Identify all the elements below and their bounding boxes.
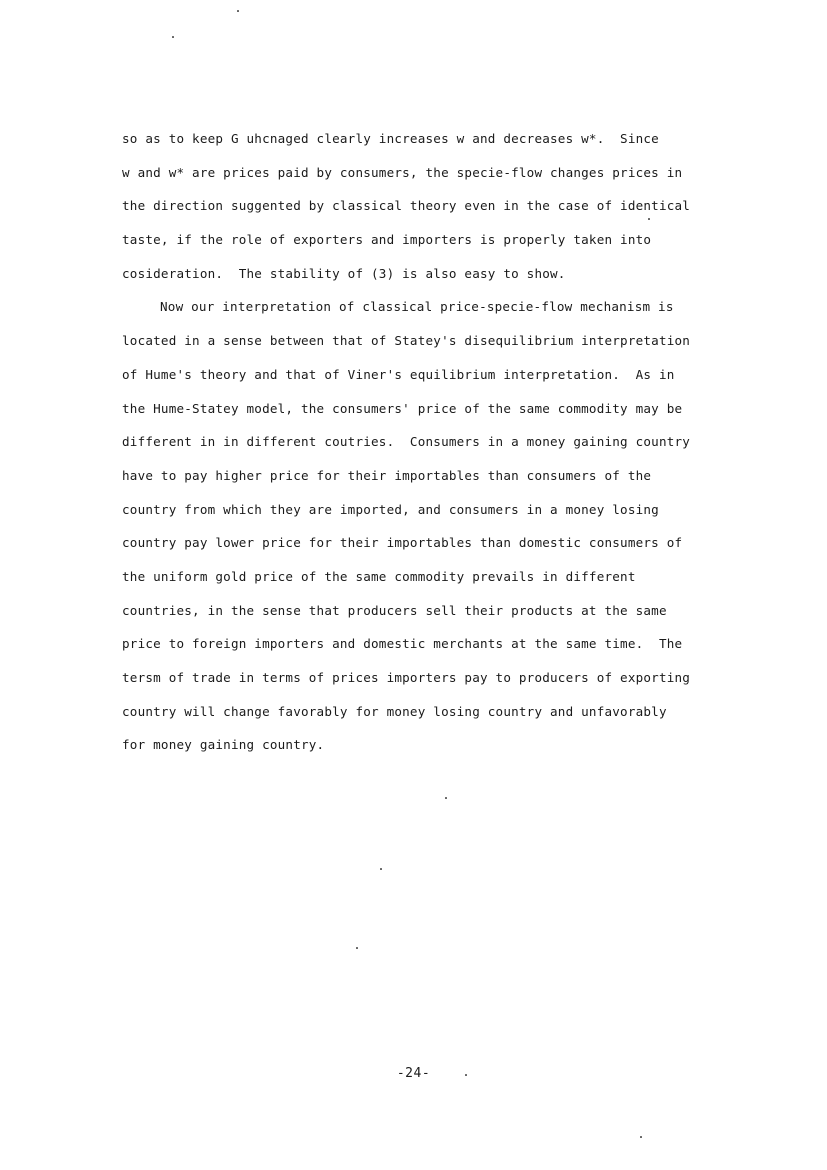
text-line: country from which they are imported, and consumers in a money losing xyxy=(122,501,659,517)
text-line: taste, if the role of exporters and importers is properly taken into xyxy=(122,232,652,248)
text-line: different in in different coutries. Consumers in a money gaining country xyxy=(122,434,691,450)
text-line: country pay lower price for their importables than domestic consumers of xyxy=(122,535,683,551)
text-line: cosideration. The stability of (3) is also easy to show. xyxy=(122,265,566,281)
scan-speck xyxy=(172,36,174,38)
paragraph-first-line: Now our interpretation of classical price-specie-flow mechanism is xyxy=(160,299,674,315)
text-line: tersm of trade in terms of prices importers pay to producers of exporting xyxy=(122,670,691,685)
page-number: -24- xyxy=(396,1066,431,1081)
text-line: price to foreign importers and domestic merchants at the same time. The xyxy=(122,636,683,652)
text-line: countries, in the sense that producers sell their products at the same xyxy=(122,602,667,618)
text-line: located in a sense between that of Statey's disequilibrium interpretation xyxy=(122,333,691,349)
scan-speck xyxy=(237,10,239,12)
text-line: the Hume-Statey model, the consumers' price of the same commodity may be xyxy=(122,400,683,416)
text-line: have to pay higher price for their importables than consumers of the xyxy=(122,467,652,483)
text-line: country will change favorably for money losing country and unfavorably xyxy=(122,703,667,719)
text-line: the uniform gold price of the same commodity prevails in different xyxy=(122,568,636,584)
scan-speck xyxy=(640,1136,642,1138)
text-line: the direction suggented by classical theory even in the case of identical xyxy=(122,198,691,214)
scan-speck xyxy=(465,1074,467,1076)
text-line: w and w* are prices paid by consumers, the specie-flow changes prices in xyxy=(122,164,683,180)
body-text xyxy=(122,122,752,762)
text-line: for money gaining country. xyxy=(122,737,325,753)
scan-speck xyxy=(648,218,650,220)
scan-speck xyxy=(445,797,447,799)
text-line: of Hume's theory and that of Viner's equilibrium interpretation. As in xyxy=(122,366,675,382)
scan-speck xyxy=(356,947,358,949)
scan-speck xyxy=(380,868,382,870)
text-line: so as to keep G uhcnaged clearly increases w and decreases w*. Since xyxy=(122,131,659,146)
